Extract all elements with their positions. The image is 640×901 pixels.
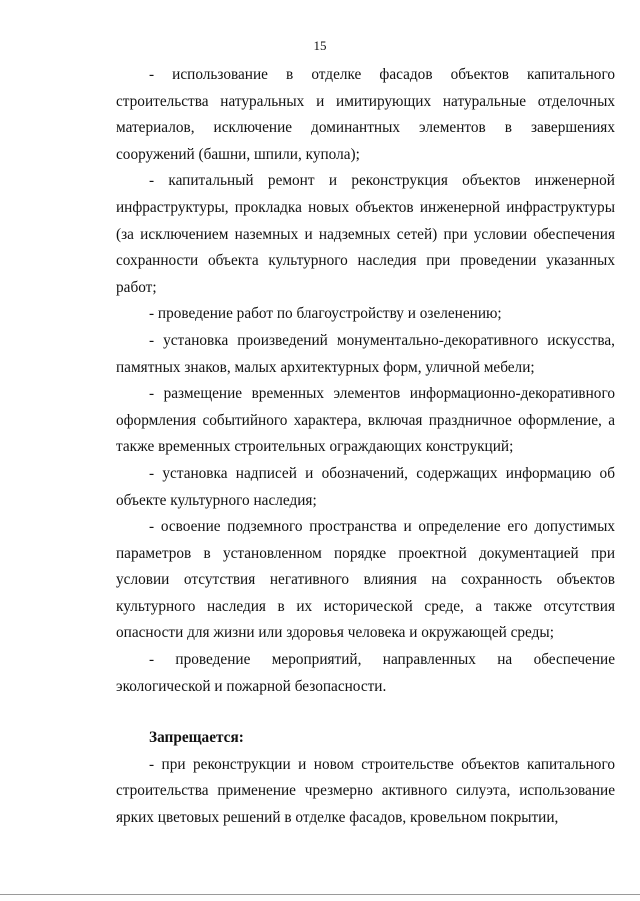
paragraph: - проведение мероприятий, направленных на обеспечение экологической и пожарной безопасности. <box>116 651 615 695</box>
paragraph: - капитальный ремонт и реконструкция объектов инженерной инфраструктуры, прокладка новых объектов инженерной инфраструктуры (за исключением наземных и надземных сетей) при условии обеспечения сохранности объекта культурного наследия при проведении указанных работ; <box>116 172 615 296</box>
paragraph: - размещение временных элементов информационно-декоративного оформления событийного характера, включая праздничное оформление, а также временных строительных ограждающих конструкций; <box>116 385 615 456</box>
paragraph: - освоение подземного пространства и определение его допустимых параметров в установленном порядке проектной документацией при условии отсутствия негативного влияния на сохранность объектов культурного наследия в их исторической среде, а также отсутствия опасности для жизни или здоровья человека и окружающей среды; <box>116 518 615 642</box>
paragraph: - при реконструкции и новом строительстве объектов капитального строительства применение чрезмерно активного силуэта, использование ярких цветовых решений в отделке фасадов, кровельном покрытии, <box>116 755 615 827</box>
page-number: 15 <box>313 38 327 53</box>
page-bottom-edge <box>0 894 640 895</box>
document-body <box>116 62 615 832</box>
paragraph: - установка надписей и обозначений, содержащих информацию об объекте культурного наследия; <box>116 464 615 509</box>
paragraph: - использование в отделке фасадов объектов капитального строительства натуральных и имитирующих натуральные отделочных материалов, исключение доминантных элементов в завершениях сооружений (башни, шпили, купола); <box>116 66 615 163</box>
paragraph: - установка произведений монументально-декоративного искусства, памятных знаков, малых архитектурных форм, уличной мебели; <box>116 331 615 376</box>
section-heading: Запрещается: <box>149 729 244 747</box>
paragraph: - проведение работ по благоустройству и озеленению; <box>149 305 502 323</box>
